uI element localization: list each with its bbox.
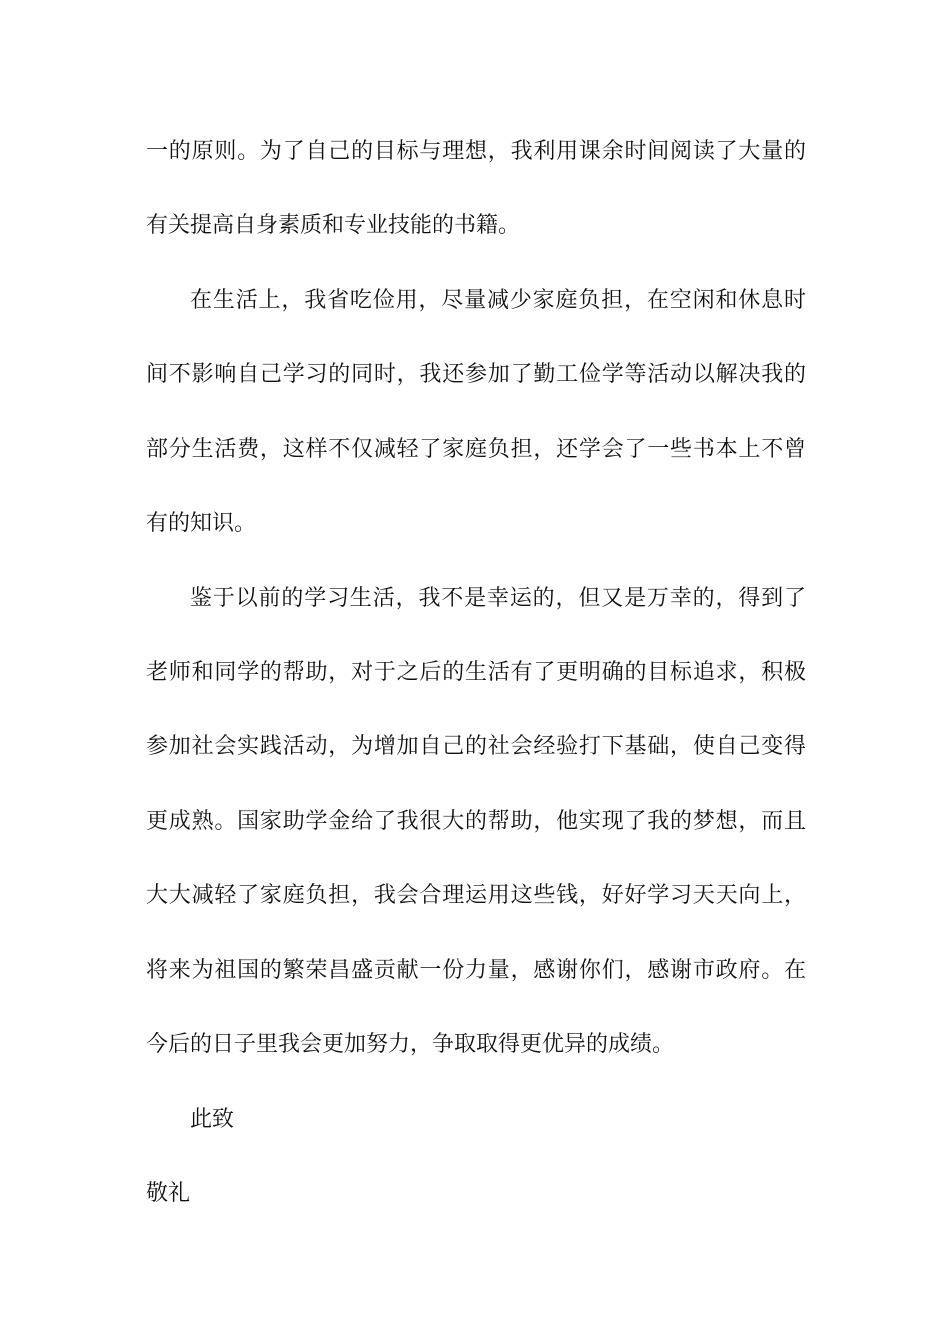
text-line: 鉴于以前的学习生活，我不是幸运的，但又是万幸的，得到了 — [190, 586, 806, 611]
text-line: 间不影响自己学习的同时，我还参加了勤工俭学等活动以解决我的 — [146, 362, 806, 387]
text-line: 今后的日子里我会更加努力，争取取得更优异的成绩。 — [146, 1032, 675, 1057]
text-line: 在生活上，我省吃俭用，尽量减少家庭负担，在空闲和休息时 — [190, 288, 806, 313]
text-line: 有的知识。 — [146, 511, 257, 536]
text-line: 参加社会实践活动，为增加自己的社会经验打下基础，使自己变得 — [146, 734, 806, 759]
closing-salutation: 此致 — [190, 1107, 235, 1132]
text-line: 大大减轻了家庭负担，我会合理运用这些钱，好好学习天天向上， — [146, 883, 806, 908]
text-line: 将来为祖国的繁荣昌盛贡献一份力量，感谢你们，感谢市政府。在 — [146, 958, 806, 983]
text-line: 部分生活费，这样不仅减轻了家庭负担，还学会了一些书本上不曾 — [146, 437, 806, 462]
text-line: 更成熟。国家助学金给了我很大的帮助，他实现了我的梦想，而且 — [146, 809, 806, 834]
text-line: 一的原则。为了自己的目标与理想，我利用课余时间阅读了大量的 — [146, 139, 806, 164]
closing-regards: 敬礼 — [146, 1181, 191, 1206]
text-line: 老师和同学的帮助，对于之后的生活有了更明确的目标追求，积极 — [146, 660, 806, 685]
text-line: 有关提高自身素质和专业技能的书籍。 — [146, 213, 521, 238]
